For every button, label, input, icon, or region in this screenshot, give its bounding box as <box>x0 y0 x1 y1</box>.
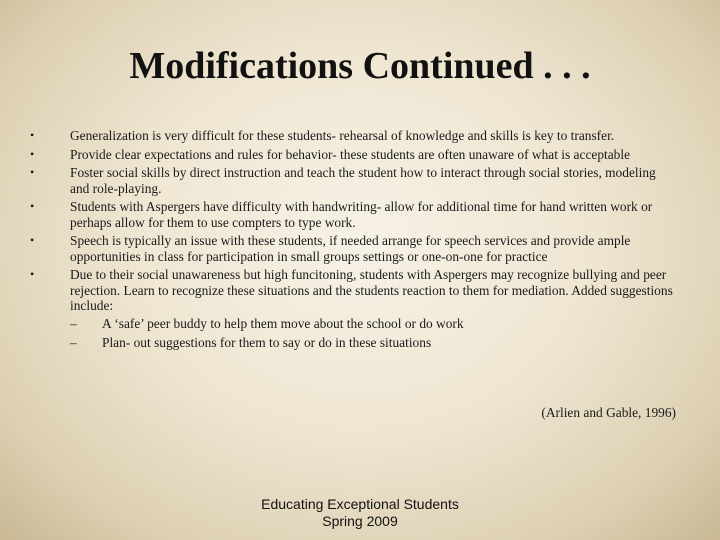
footer <box>200 496 520 530</box>
bullet-item <box>30 267 676 351</box>
bullet-item <box>30 199 676 230</box>
sub-bullet-text: Plan- out suggestions for them to say or do in these situations <box>102 335 432 350</box>
bullet-item <box>30 147 676 163</box>
bullet-text: Generalization is very difficult for these students- rehearsal of knowledge and skills is key to transfer. <box>70 128 615 143</box>
bullet-item <box>30 128 676 144</box>
bullet-item <box>30 165 676 196</box>
bullet-icon: • <box>30 267 35 281</box>
sub-bullet-list <box>70 316 676 351</box>
dash-icon: – <box>70 315 77 331</box>
bullet-icon: • <box>30 165 35 179</box>
sub-bullet-item <box>70 335 676 351</box>
slide-title: Modifications Continued . . . <box>129 45 591 87</box>
bullet-item <box>30 233 676 264</box>
bullet-text: Speech is typically an issue with these students, if needed arrange for speech services and provide ample opportunities in class for participation in small groups settings or one-on-one for practice <box>70 233 631 264</box>
bullet-icon: • <box>30 233 35 247</box>
footer-term: Spring 2009 <box>322 513 398 529</box>
bullet-list <box>30 128 676 355</box>
sub-bullet-item <box>70 316 676 332</box>
bullet-text: Provide clear expectations and rules for behavior- these students are often unaware of what is acceptable <box>70 146 631 162</box>
bullet-text: Foster social skills by direct instruction and teach the student how to interact through social stories, modeling and role-playing. <box>70 165 656 196</box>
dash-icon: – <box>70 335 77 350</box>
footer-course: Educating Exceptional Students <box>261 496 459 512</box>
bullet-text: Due to their social unawareness but high funcitoning, students with Aspergers may recognize bullying and peer rejection. Learn to recognize these situations and the students reaction to them for mediation. Added suggestions include: <box>70 267 673 313</box>
bullet-icon: • <box>30 199 35 213</box>
bullet-icon: • <box>30 146 35 161</box>
bullet-text: Students with Aspergers have difficulty with handwriting- allow for additional time for hand written work or perhaps allow for them to use compters to type work. <box>70 199 653 230</box>
sub-bullet-text: A ‘safe’ peer buddy to help them move about the school or do work <box>102 315 464 331</box>
bullet-icon: • <box>30 128 35 142</box>
citation: (Arlien and Gable, 1996) <box>541 405 676 420</box>
